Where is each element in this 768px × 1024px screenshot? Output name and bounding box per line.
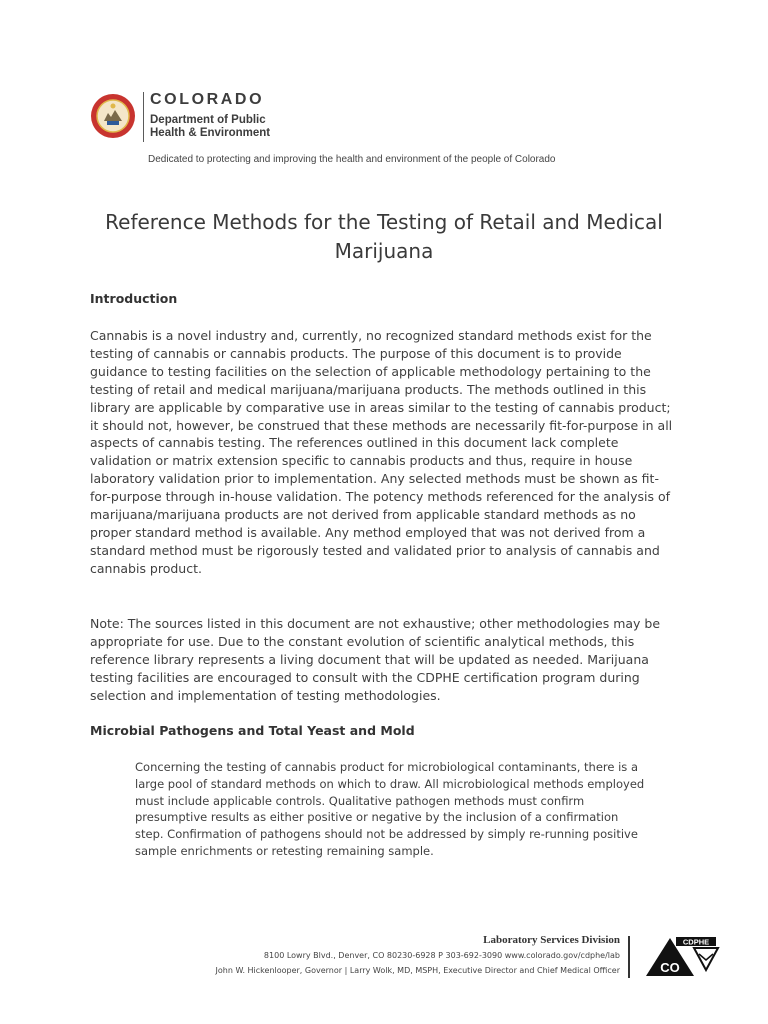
- footer-divider: [628, 936, 630, 978]
- section-heading-microbial: Microbial Pathogens and Total Yeast and Mold: [90, 723, 415, 738]
- note-paragraph: Note: The sources listed in this document are not exhaustive; other methodologies may be appropriate for use. Due to the constant evolution of scientific analytical methods, this reference library represents a living document that will be updated as needed. Marijuana testing facilities are encouraged to consult with the CDPHE certification program during selection and implementation of testing methodologies.: [90, 616, 661, 703]
- intro-paragraph: Cannabis is a novel industry and, currently, no recognized standard methods exist for the testing of cannabis or cannabis products. The purpose of this document is to provide guidance to testing facilities on the selection of applicable methodology pertaining to the testing of retail and medical marijuana/marijuana products. The methods outlined in this library are applicable by comparative use in areas similar to the testing of cannabis product; it should not, however, be construed that these methods are necessarily fit-for-purpose in all aspects of cannabis testing. The references outlined in this document lack complete validation or matrix extension specific to cannabis products and thus, require in house laboratory validation prior to implementation. Any selected methods must be shown as fit-for-purpose through in-house validation. The potency methods referenced for the analysis of marijuana/marijuana products are not derived from applicable standard methods as no proper standard method is available. Any method employed that was not derived from a standard method must be rigorously tested and validated prior to analysis of cannabis and cannabis product.: [90, 328, 673, 576]
- department-line-1: Department of Public: [150, 114, 266, 126]
- logo-cdphe-text: CDPHE: [682, 937, 710, 947]
- footer-address: 8100 Lowry Blvd., Denver, CO 80230-6928 P 303-692-3090 www.colorado.gov/cdphe/lab: [263, 951, 620, 960]
- footer: [100, 930, 726, 990]
- state-seal-icon: [90, 93, 136, 139]
- document-title: Reference Methods for the Testing of Retail and Medical Marijuana: [105, 210, 663, 263]
- state-name: COLORADO: [150, 91, 265, 108]
- letterhead-divider: [143, 92, 144, 142]
- footer-officials: John W. Hickenlooper, Governor | Larry Wolk, MD, MSPH, Executive Director and Chief Medical Officer: [215, 966, 620, 975]
- logo-co-text: CO: [660, 960, 680, 975]
- department-name: [150, 114, 350, 140]
- microbial-paragraph: Concerning the testing of cannabis product for microbiological contaminants, there is a large pool of standard methods on which to draw. All microbiological methods employed must include applicable controls. Qualitative pathogen methods must confirm presumptive results as either positive or negative by the inclusion of a confirmation step. Confirmation of pathogens should not be addressed by simply re-running positive sample enrichments or retesting remaining sample.: [135, 760, 645, 858]
- section-heading-introduction: Introduction: [90, 291, 178, 306]
- department-line-2: Health & Environment: [150, 127, 271, 139]
- cdphe-co-logo-icon: [644, 934, 720, 978]
- tagline: Dedicated to protecting and improving the health and environment of the people of Colorado: [148, 154, 556, 165]
- letterhead: [90, 90, 690, 170]
- footer-division: Laboratory Services Division: [483, 934, 620, 946]
